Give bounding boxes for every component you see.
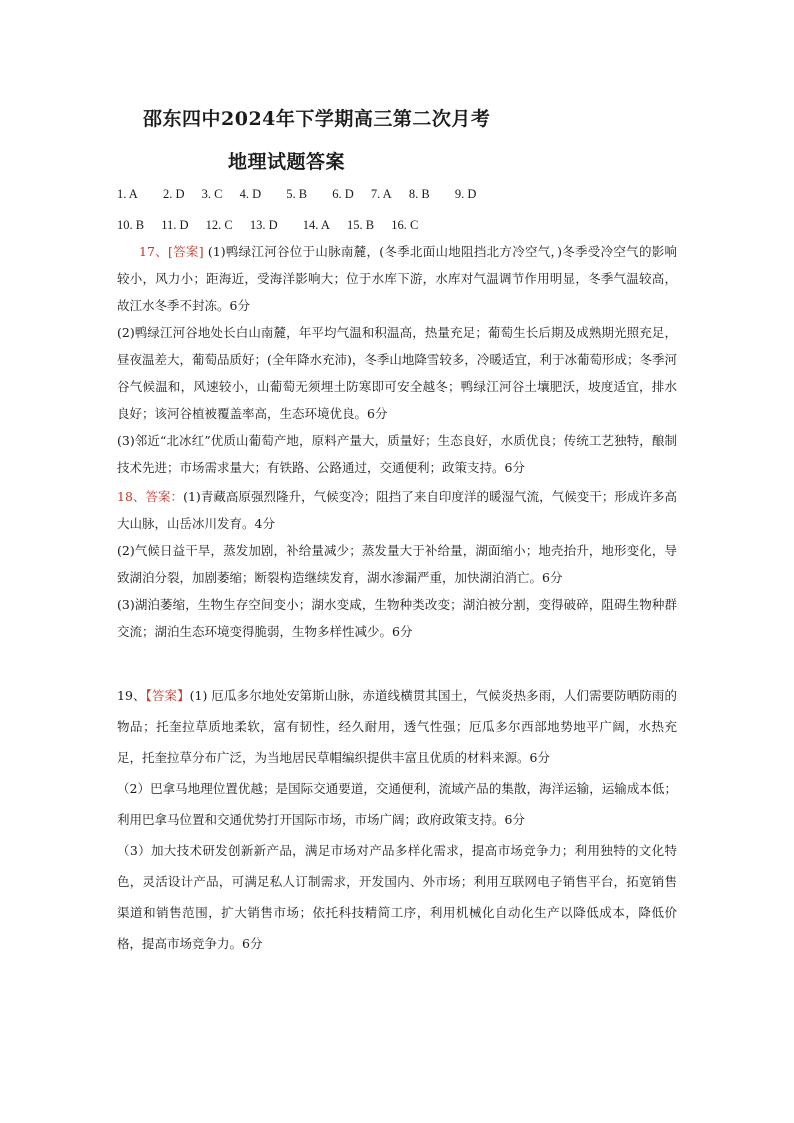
q18-answer-tag: 答案：	[145, 489, 184, 504]
mc-answer: 13. D	[249, 218, 278, 232]
mc-answer: 9. D	[454, 187, 477, 201]
question-18	[117, 483, 677, 645]
mc-answer: 1. A	[117, 187, 138, 201]
q17-number: 17、	[139, 244, 168, 259]
q17-answer-tag: [答案]	[167, 244, 204, 259]
q17-part3: (3)邻近“北冰红”优质山葡萄产地，原料产量大，质量好；生态良好，水质优良；传统工艺独特，酿制技术先进；市场需求量大；有铁路、公路通过，交通便利；政策支持。6分	[117, 433, 677, 475]
mc-answers-row-2	[117, 218, 418, 233]
q18-number: 18、	[117, 489, 146, 504]
question-17	[117, 238, 677, 481]
q19-number: 19、	[117, 688, 146, 703]
mc-answer: 15. B	[347, 218, 375, 232]
mc-answer: 16. C	[391, 218, 419, 232]
mc-answer: 2. D	[162, 187, 185, 201]
question-19	[117, 680, 677, 959]
exam-subtitle: 地理试题答案	[228, 151, 346, 173]
q17-part2: (2)鸭绿江河谷地处长白山南麓，年平均气温和积温高，热量充足；葡萄生长后期及成熟期光照充足，昼夜温差大，葡萄品质好；(全年降水充沛)，冬季山地降雪较多，冷暖适宜，利于冰葡萄形成；冬季河谷气候温和，风速较小，山葡萄无须埋土防寒即可安全越冬；鸭绿江河谷土壤肥沃，坡度适宜，排水良好；该河谷植被覆盖率高，生态环境优良。6分	[117, 325, 677, 421]
mc-answer: 14. A	[302, 218, 330, 232]
q18-part3: (3)湖泊萎缩，生物生存空间变小；湖水变咸，生物种类改变；湖泊被分割，变得破碎，阻碍生物种群交流；湖泊生态环境变得脆弱，生物多样性减少。6分	[117, 597, 677, 639]
mc-answer: 12. C	[205, 218, 233, 232]
mc-answer: 7. A	[370, 187, 392, 201]
mc-answer: 6. D	[332, 187, 354, 201]
mc-answer: 8. B	[408, 187, 430, 201]
mc-answer: 4. D	[239, 187, 262, 201]
q18-part1: 18、答案：(1)青藏高原强烈隆升，气候变冷；阻挡了来自印度洋的暖湿气流，气候变干；形成许多高大山脉，山岳冰川发育。4分	[117, 489, 678, 531]
mc-answer: 11. D	[161, 218, 189, 232]
q19-answer-tag: 【答案】	[145, 688, 190, 703]
q17-part1: 17、[答案] (1)鸭绿江河谷位于山脉南麓，(冬季北面山地阻挡北方冷空气，)冬季受冷空气的影响较小，风力小；距海近，受海洋影响大；位于水库下游，水库对气温调节作用明显，冬季气温较高，故江水冬季不封冻。6分	[117, 244, 678, 313]
q19-part2: （2）巴拿马地理位置优越；是国际交通要道，交通便利，流域产品的集散，海洋运输，运输成本低；利用巴拿马位置和交通优势打开国际市场，市场广阔；政府政策支持。6分	[117, 781, 677, 827]
mc-answer: 10. B	[117, 218, 145, 232]
q19-part3: （3）加大技术研发创新新产品，满足市场对产品多样化需求，提高市场竞争力；利用独特的文化特色，灵活设计产品，可满足私人订制需求，开发国内、外市场；利用互联网电子销售平台，拓宽销售渠道和销售范围，扩大销售市场；依托科技精简工序，利用机械化自动化生产以降低成本，降低价格，提高市场竞争力。6分	[117, 843, 677, 951]
q19-part1: 19、【答案】(1) 厄瓜多尔地处安第斯山脉，赤道线横贯其国土，气候炎热多雨，人们需要防晒防雨的物品；托奎拉草质地柔软，富有韧性，经久耐用，透气性强；厄瓜多尔西部地势地平广阔，水热充足，托奎拉草分布广泛，为当地居民草帽编织提供丰富且优质的材料来源。6分	[117, 688, 677, 765]
q18-part2: (2)气候日益干旱，蒸发加剧，补给量减少；蒸发量大于补给量，湖面缩小；地壳抬升，地形变化，导致湖泊分裂，加剧萎缩；断裂构造继续发育，湖水渗漏严重，加快湖泊消亡。6分	[117, 543, 677, 585]
mc-answer: 3. C	[201, 187, 223, 201]
exam-title: 邵东四中2024年下学期高三第二次月考	[143, 108, 491, 130]
mc-answers-row-1	[117, 187, 476, 202]
mc-answer: 5. B	[286, 187, 308, 201]
